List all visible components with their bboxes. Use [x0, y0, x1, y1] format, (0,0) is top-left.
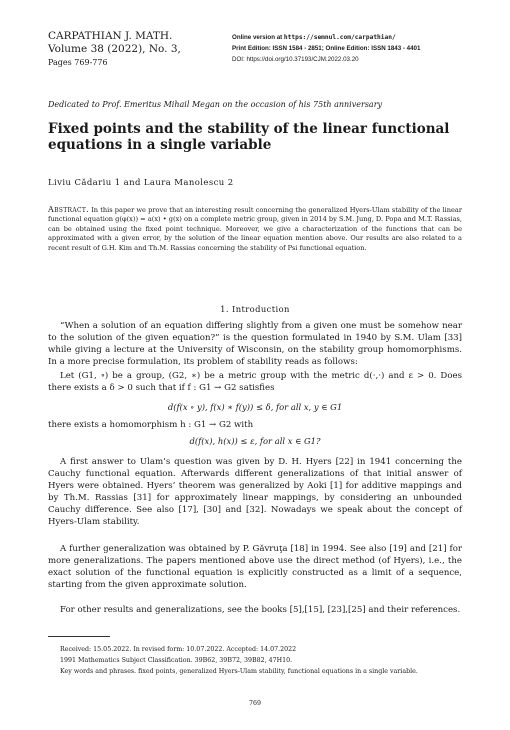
publication-info [232, 32, 420, 65]
dedication: Dedicated to Prof. Emeritus Mihail Megan on the occasion of his 75th anniversary [48, 100, 383, 109]
abstract-label: Abstract. [48, 205, 89, 214]
paper-title: Fixed points and the stability of the linear functional equations in a single variable [48, 121, 450, 153]
doi-line[interactable]: DOI: https://doi.org/10.37193/CJM.2022.03.20 [232, 56, 359, 63]
journal-name: CARPATHIAN J. MATH. [48, 30, 173, 42]
paragraph-1: “When a solution of an equation differing slightly from a given one must be somehow near to the solution of the given equation?” is the question formulated in 1940 by S.M. Ulam [33] while giving a lecture at the University of Wisconsin, on the stability group homomorphisms. In a more precise formulation, its problem of stability reads as follows: [48, 321, 462, 367]
abstract-text: In this paper we prove that an interesting result concerning the generalized Hyers-Ulam stability of the linear functional equation g(φ(x)) = a(x) • g(x) on a complete metric group, given in 2014 by S.M. Jung, D. Popa and M.T. Rassias, can be obtained using the fixed point technique. Moreover, we give a characterization of the functions that can be approximated with a given error, by the solution of the linear equation mention above. Our results are also related to a recent result of G.H. Kim and Th.M. Rassias concerning the stability of Psi functional equation. [48, 206, 462, 252]
footnote-keywords: Key words and phrases. fixed points, generalized Hyers-Ulam stability, functional equations in a single variable. [60, 668, 418, 675]
journal-pages: Pages 769-776 [48, 58, 108, 67]
footnote-rule [48, 636, 110, 637]
journal-volume: Volume 38 (2022), No. 3, [48, 43, 181, 55]
equation-2: d(f(x), h(x)) ≤ ε, for all x ∈ G1? [189, 436, 321, 446]
abstract [48, 205, 462, 253]
paragraph-4: A first answer to Ulam’s question was given by D. H. Hyers [22] in 1941 concerning the Cauchy functional equation. Afterwards different generalizations of that initial answer of Hyers were obtained. Hyers’ theorem was generalized by Aoki [1] for additive mappings and by Th.M. Rassias [31] for approximately linear mappings, by considering an unbounded Cauchy difference. See also [17], [30] and [32]. Nowadays we speak about the concept of Hyers-Ulam stability. [48, 457, 462, 527]
paragraph-6: For other results and generalizations, see the books [5],[15], [23],[25] and their references. [60, 605, 461, 615]
issn-line: Print Edition: ISSN 1584 - 2851; Online Edition: ISSN 1843 - 4401 [232, 45, 421, 52]
equation-1: d(f(x ∘ y), f(x) ∗ f(y)) ≤ δ, for all x, y ∈ G1 [167, 402, 343, 412]
paragraph-3: there exists a homomorphism h : G1 → G2 with [48, 420, 254, 430]
journal-info [48, 30, 181, 69]
paragraph-2: Let (G1, ∘) be a group, (G2, ∗) be a metric group with the metric d(·,·) and ε > 0. Does there exists a δ > 0 such that if f : G1 → G2 satisfies [48, 371, 462, 393]
footnote-msc: 1991 Mathematics Subject Classification. 39B62, 39B72, 39B82, 47H10. [60, 657, 293, 664]
online-prefix: Online version at [232, 34, 284, 41]
page-number: 769 [248, 700, 262, 707]
authors: Liviu Cădariu 1 and Laura Manolescu 2 [48, 178, 234, 188]
footnote-received: Received: 15.05.2022. In revised form: 10.07.2022. Accepted: 14.07.2022 [60, 646, 297, 653]
section-heading: 1. Introduction [220, 304, 290, 314]
paragraph-5: A further generalization was obtained by P. Găvruţa [18] in 1994. See also [19] and [21] for more generalizations. The papers mentioned above use the direct method (of Hyers), i.e., the exact solution of the functional equation is explicitly constructed as a limit of a sequence, starting from the given approximate solution. [48, 544, 462, 590]
online-url[interactable]: https://semnul.com/carpathian/ [283, 34, 396, 41]
